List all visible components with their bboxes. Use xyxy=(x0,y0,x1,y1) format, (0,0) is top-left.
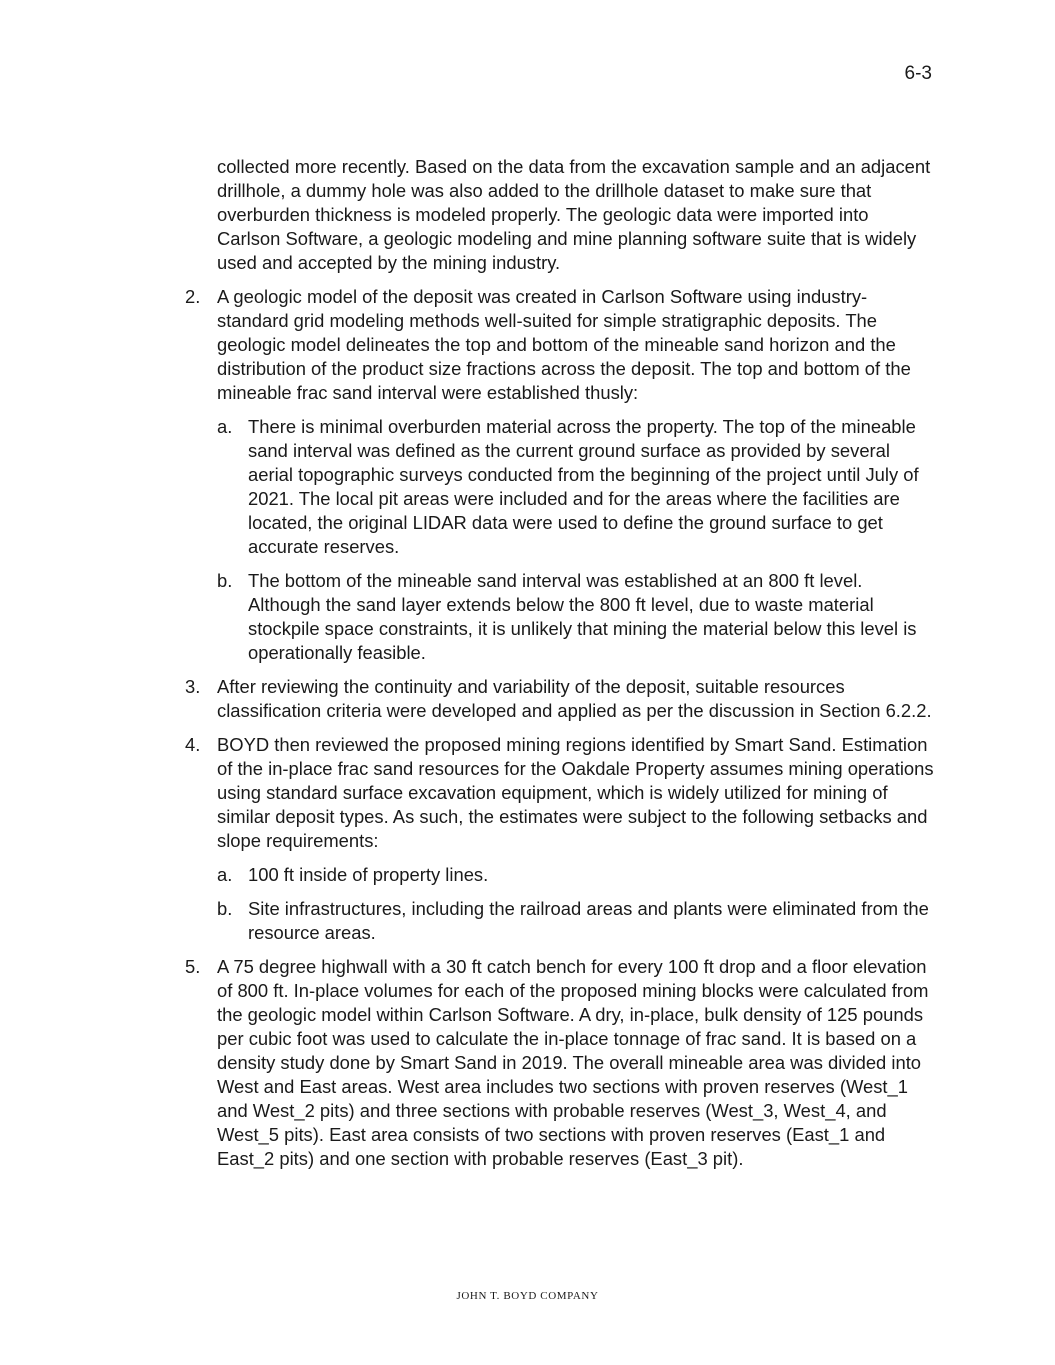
sub-item-letter: b. xyxy=(217,898,233,919)
list-item-4 xyxy=(185,733,935,853)
sub-item-2b xyxy=(185,569,935,665)
item-text: After reviewing the continuity and variability of the deposit, suitable resources classification criteria were developed and applied as per the discussion in Section 6.2.2. xyxy=(217,676,932,721)
item-text: A 75 degree highwall with a 30 ft catch bench for every 100 ft drop and a floor elevation of 800 ft. In-place volumes for each of the proposed mining blocks were calculated from the geologic model within Carlson Software. A dry, in-place, bulk density of 125 pounds per cubic foot was used to calculate the in-place tonnage of frac sand. It is based on a density study done by Smart Sand in 2019. The overall mineable area was divided into West and East areas. West area includes two sections with proven reserves (West_1 and West_2 pits) and three sections with probable reserves (West_3, West_4, and West_5 pits). East area consists of two sections with proven reserves (East_1 and East_2 pits) and one section with probable reserves (East_3 pit). xyxy=(217,956,929,1169)
item-text: A geologic model of the deposit was created in Carlson Software using industry-standard grid modeling methods well-suited for simple stratigraphic deposits. The geologic model delineates the top and bottom of the mineable sand horizon and the distribution of the product size fractions across the deposit. The top and bottom of the mineable frac sand interval were established thusly: xyxy=(217,286,911,403)
footer-company: JOHN T. BOYD COMPANY xyxy=(456,1290,599,1302)
sub-item-2a xyxy=(185,415,935,559)
sub-item-text: 100 ft inside of property lines. xyxy=(248,864,489,885)
continuation-paragraph: collected more recently. Based on the data from the excavation sample and an adjacent drillhole, a dummy hole was also added to the drillhole dataset to make sure that overburden thickness is modeled properly. The geologic data were imported into Carlson Software, a geologic modeling and mine planning software suite that is widely used and accepted by the mining industry. xyxy=(217,156,931,273)
list-item-3 xyxy=(185,675,935,723)
sub-item-letter: a. xyxy=(217,416,233,437)
item-text: BOYD then reviewed the proposed mining regions identified by Smart Sand. Estimation of the in-place frac sand resources for the Oakdale Property assumes mining operations using standard surface excavation equipment, which is widely utilized for mining of similar deposit types. As such, the estimates were subject to the following setbacks and slope requirements: xyxy=(217,734,934,851)
sub-item-4a xyxy=(185,863,935,887)
page-number: 6-3 xyxy=(904,63,932,84)
item-number: 3. xyxy=(185,676,201,697)
item-number: 5. xyxy=(185,956,201,977)
item-number: 4. xyxy=(185,734,201,755)
sub-item-letter: b. xyxy=(217,570,233,591)
sub-item-letter: a. xyxy=(217,864,233,885)
sub-item-text: The bottom of the mineable sand interval was established at an 800 ft level. Although the sand layer extends below the 800 ft level, due to waste material stockpile space constraints, it is unlikely that mining the material below this level is operationally feasible. xyxy=(248,570,917,663)
item-number: 2. xyxy=(185,286,201,307)
sub-item-text: Site infrastructures, including the railroad areas and plants were eliminated from the resource areas. xyxy=(248,898,929,943)
list-item-5 xyxy=(185,955,935,1171)
sub-item-4b xyxy=(185,897,935,945)
document-body xyxy=(185,155,935,1181)
list-item-2 xyxy=(185,285,935,405)
sub-item-text: There is minimal overburden material across the property. The top of the mineable sand interval was defined as the current ground surface as provided by several aerial topographic surveys conducted from the beginning of the project until July of 2021. The local pit areas were included and for the areas where the facilities are located, the original LIDAR data were used to define the ground surface to get accurate reserves. xyxy=(248,416,919,557)
